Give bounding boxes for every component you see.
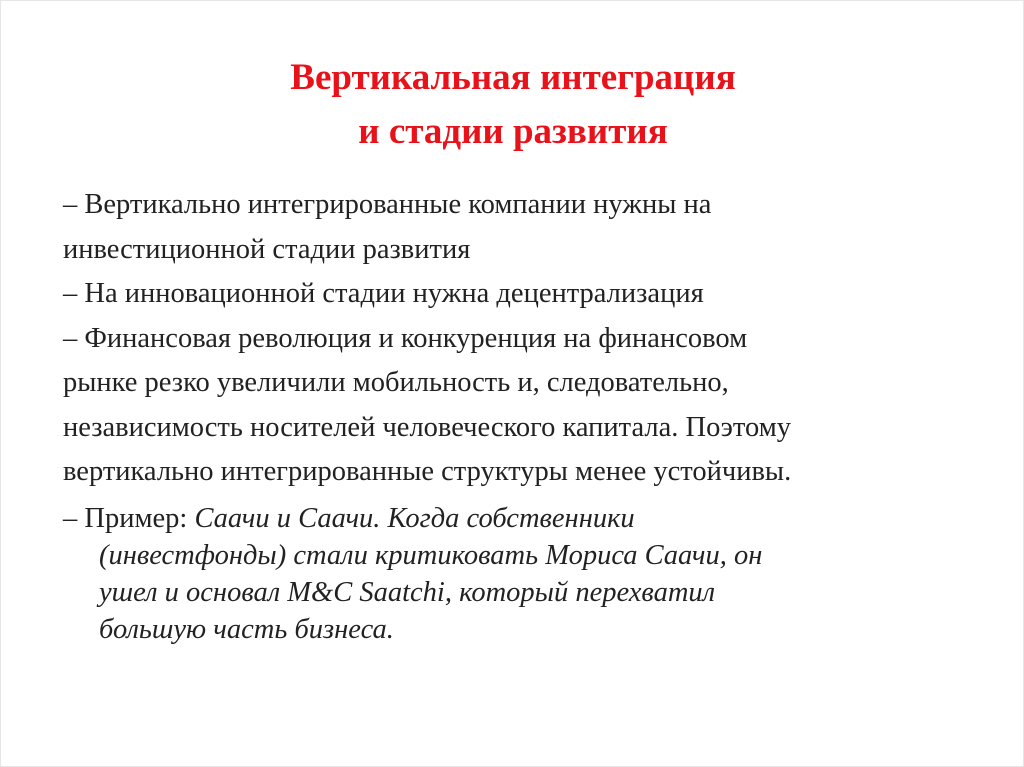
example-line: большую часть бизнеса.: [99, 614, 394, 645]
title-line-2: и стадии развития: [358, 111, 668, 152]
example-text: Саачи и Саачи. Когда собственники: [194, 503, 635, 534]
body-line: рынке резко увеличили мобильность и, следовательно,: [63, 367, 729, 398]
body-line: – На инновационной стадии нужна децентрализация: [63, 278, 704, 309]
example-line-1: [63, 500, 963, 537]
body-line: вертикально интегрированные структуры менее устойчивы.: [63, 456, 792, 487]
example-line: (инвестфонды) стали критиковать Мориса Саачи, он: [99, 540, 763, 571]
body-line: независимость носителей человеческого капитала. Поэтому: [63, 411, 791, 443]
body-line: инвестиционной стадии развития: [63, 233, 471, 265]
title-line-1: Вертикальная интеграция: [290, 57, 736, 98]
body-line: – Вертикально интегрированные компании нужны на: [63, 189, 712, 220]
example-block: [63, 500, 963, 648]
example-prefix: – Пример:: [63, 503, 195, 534]
slide-title: [1, 51, 1024, 159]
example-line: ушел и основал M&C Saatchi, который перехватил: [99, 577, 716, 608]
body-line: – Финансовая революция и конкуренция на финансовом: [63, 322, 748, 354]
slide-body: [63, 183, 963, 495]
